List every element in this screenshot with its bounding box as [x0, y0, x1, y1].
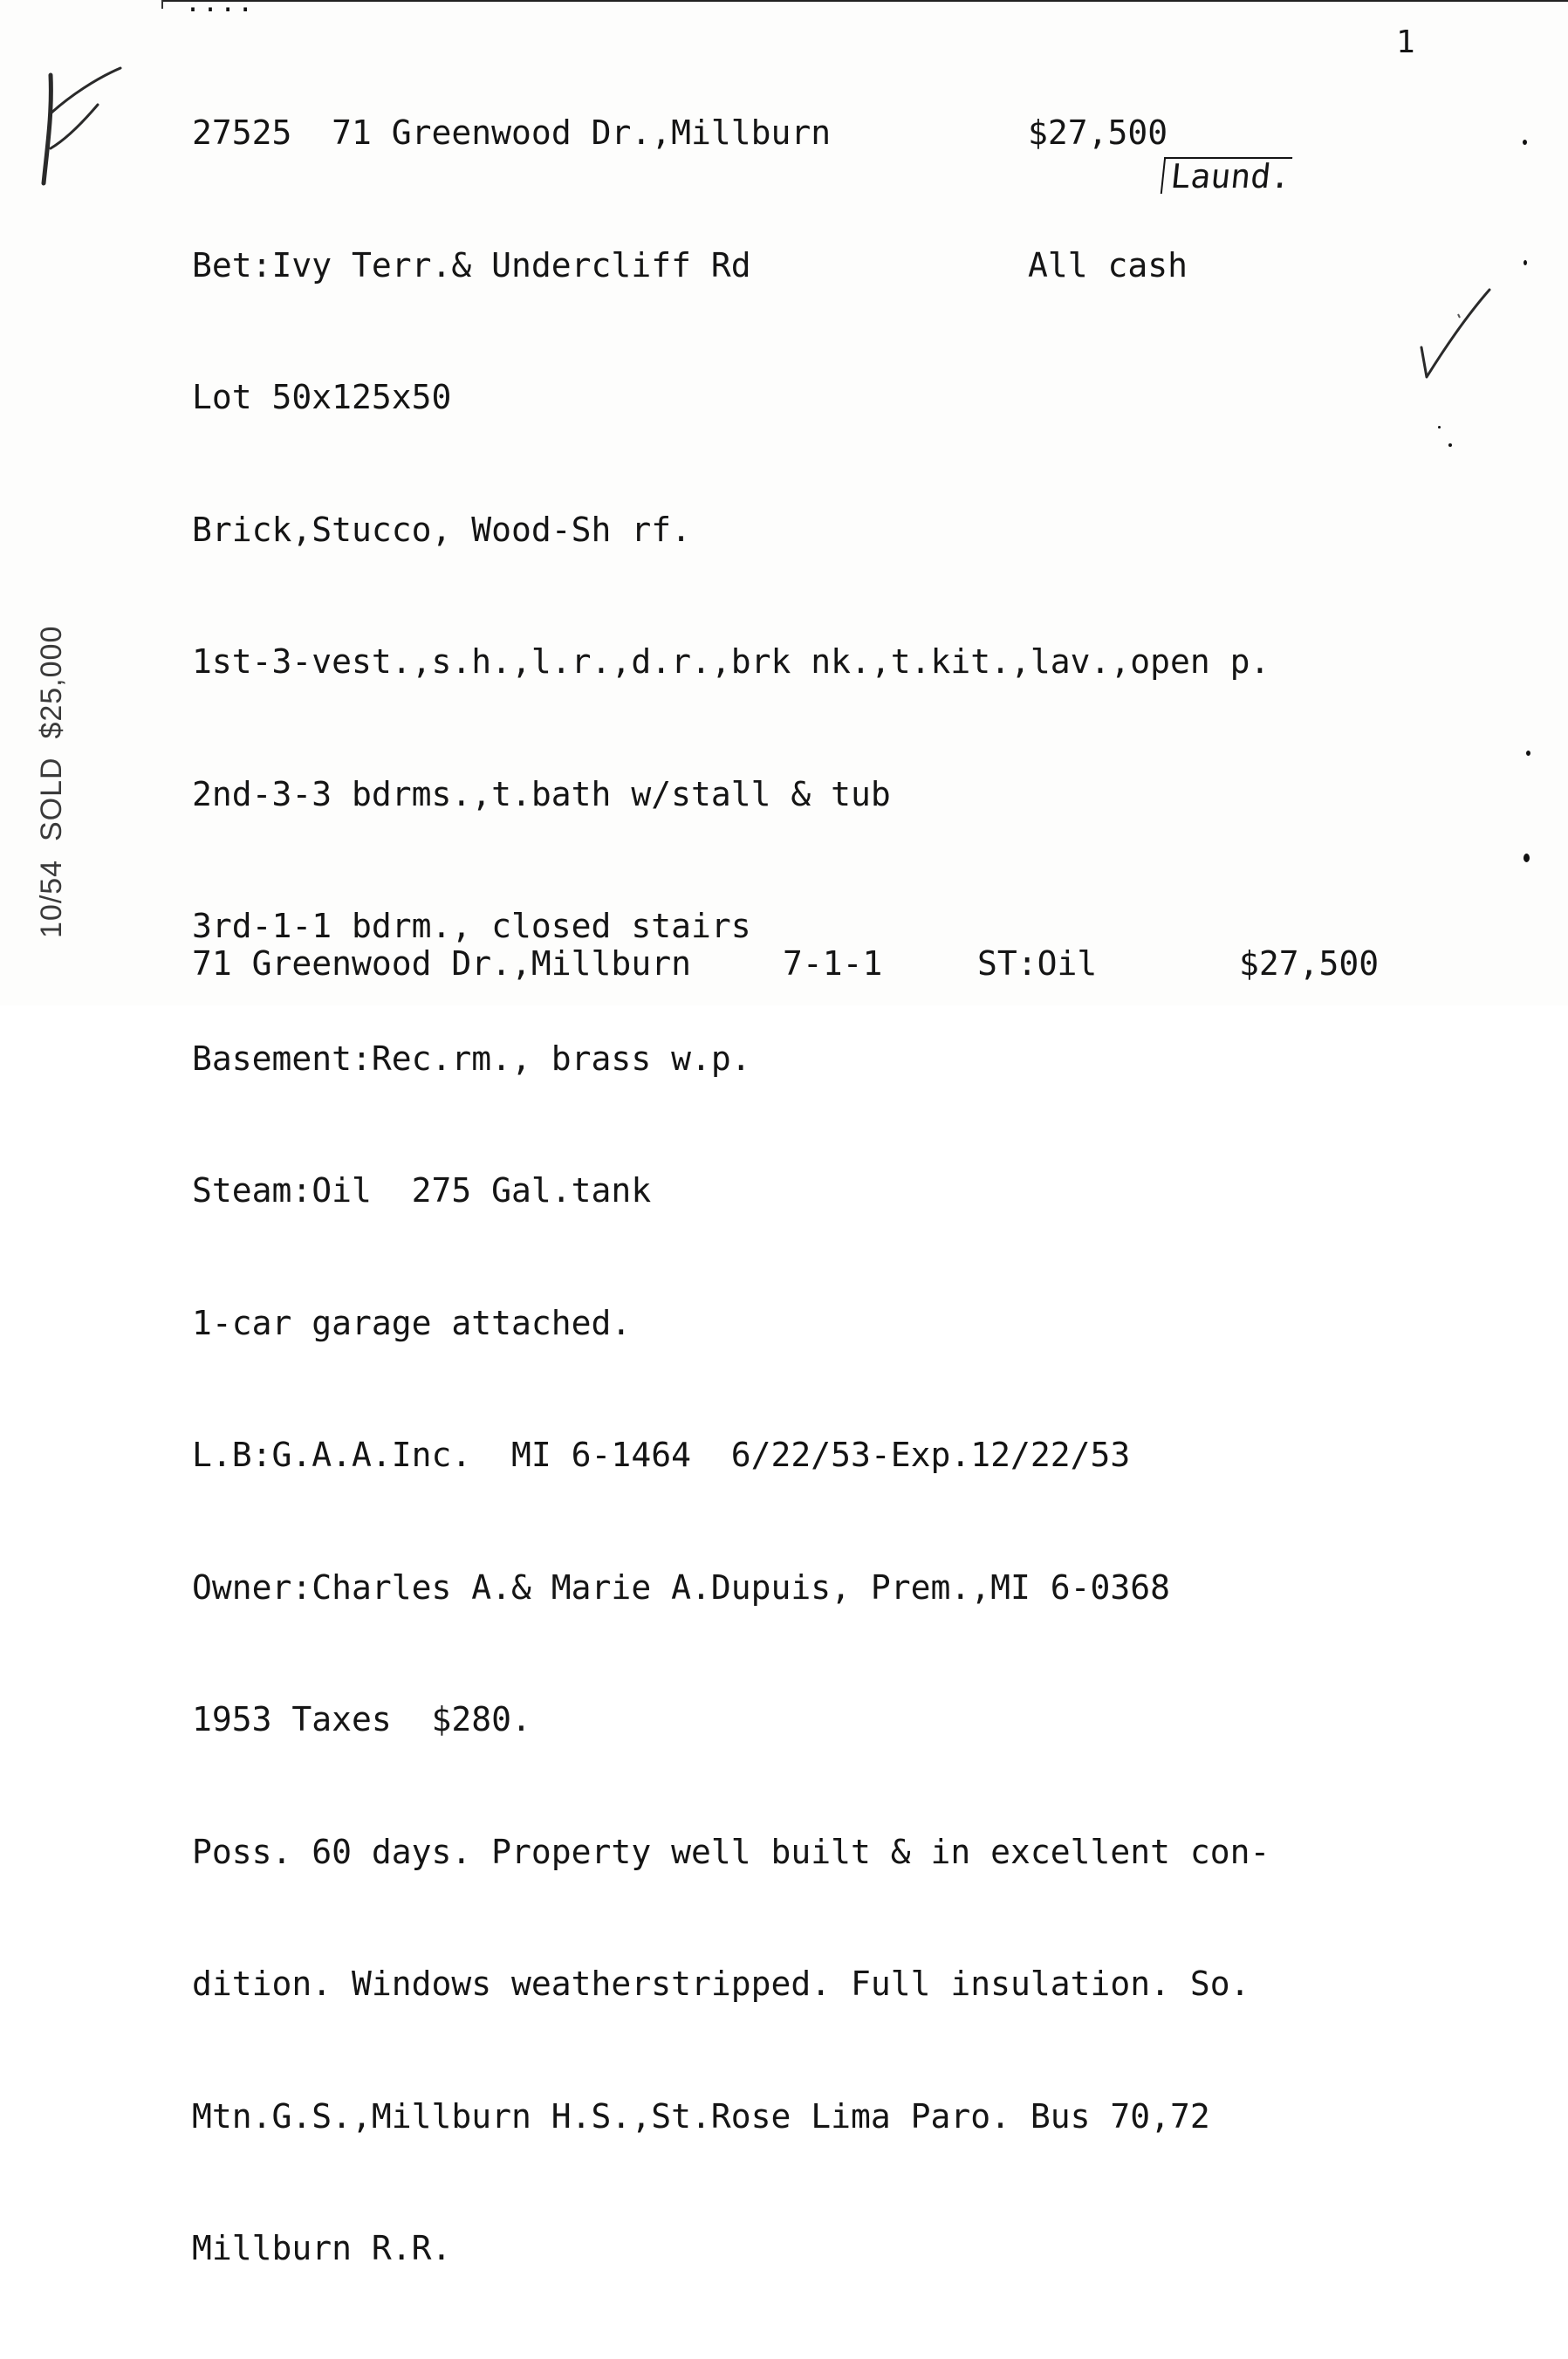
price-column [1028, 23, 1188, 375]
listing-broker: L.B:G.A.A.Inc. MI 6-1464 6/22/53-Exp.12/22/53 [192, 1436, 1131, 1474]
terms: All cash [1028, 245, 1188, 285]
remarks-line-3: Mtn.G.S.,Millburn H.S.,St.Rose Lima Paro. Bus 70,72 [192, 2096, 1210, 2136]
card-number: 1 [1396, 24, 1415, 60]
summary-address: 71 Greenwood Dr.,Millburn [192, 944, 691, 983]
owner: Owner:Charles A.& Marie A.Dupuis, Prem.,MI 6-0368 [192, 1567, 1171, 1607]
speck [1523, 260, 1527, 265]
top-dots: .... [185, 0, 256, 18]
cross-streets: Bet:Ivy Terr.& Undercliff Rd [192, 245, 751, 285]
remarks-line-1: Poss. 60 days. Property well built & in excellent con- [192, 1832, 1270, 1871]
sold-stamp: 10/54 SOLD $25,000 [35, 625, 68, 938]
summary-line [192, 944, 1414, 1175]
speck [1526, 751, 1530, 756]
speck [1523, 854, 1530, 862]
lot-size: Lot 50x125x50 [192, 378, 452, 416]
basement: Basement:Rec.rm., brass w.p. [192, 1039, 751, 1078]
handwritten-initial-icon [17, 61, 122, 192]
taxes: 1953 Taxes $280. [192, 1700, 531, 1738]
card-top-edge [161, 0, 1568, 2]
listing-header-line [192, 111, 1414, 155]
property-address: 71 Greenwood Dr.,Millburn [332, 113, 832, 152]
heating: Steam:Oil 275 Gal.tank [192, 1171, 652, 1210]
listing-number: 27525 [192, 113, 292, 152]
check-mark-icon [1409, 279, 1496, 384]
summary-price: $27,500 [1239, 944, 1380, 983]
summary-rooms: 7-1-1 [783, 944, 883, 983]
third-floor-rooms: 3rd-1-1 bdrm., closed stairs [192, 907, 751, 945]
summary-heat: ST:Oil [977, 944, 1098, 983]
second-floor-rooms: 2nd-3-3 bdrms.,t.bath w/stall & tub [192, 774, 891, 813]
first-floor-rooms: 1st-3-vest.,s.h.,l.r.,d.r.,brk nk.,t.kit.,lav.,open p. [192, 642, 1270, 681]
construction: Brick,Stucco, Wood-Sh rf. [192, 510, 691, 549]
remarks-line-2: dition. Windows weatherstripped. Full insulation. So. [192, 1965, 1250, 2003]
speck [1448, 443, 1452, 447]
garage: 1-car garage attached. [192, 1303, 632, 1342]
speck [1523, 140, 1527, 145]
remarks-line-4: Millburn R.R. [192, 2229, 452, 2267]
listing-body [192, 23, 1414, 2359]
speck [1438, 426, 1441, 429]
card-corner-edge [161, 0, 163, 9]
laundry-note: Laund. [1161, 157, 1293, 194]
asking-price: $27,500 [1028, 113, 1168, 152]
